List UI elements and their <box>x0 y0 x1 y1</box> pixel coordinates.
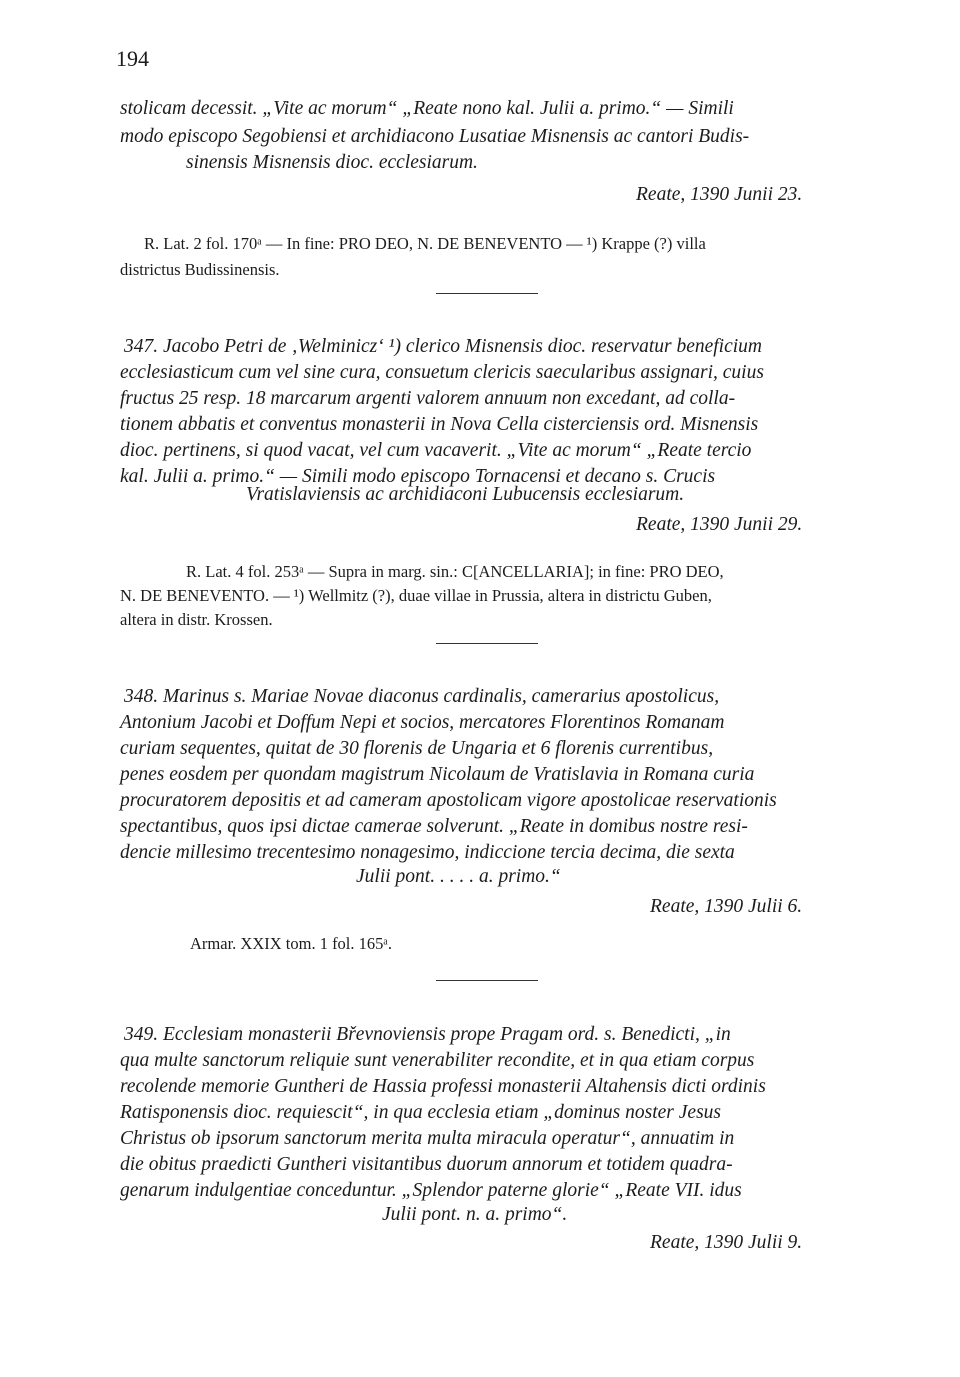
text-line: dioc. pertinens, si quod vacat, vel cum vacaverit. „Vite ac morum“ „Reate tercio <box>120 440 752 461</box>
text-line: recolende memorie Guntheri de Hassia professi monasterii Altahensis dicti ordinis <box>120 1076 766 1097</box>
text-line: modo episcopo Segobiensi et archidiacono Lusatiae Misnensis ac cantori Budis- <box>120 126 750 147</box>
text-line: Julii pont. n. a. primo“. <box>382 1204 568 1225</box>
footnote-line: R. Lat. 4 fol. 253ᵃ — Supra in marg. sin.: C[ANCELLARIA]; in fine: PRO DEO, <box>186 562 724 581</box>
text-line: dencie millesimo trecentesimo nonagesimo, indiccione tercia decima, die sexta <box>120 842 735 863</box>
text-line: ecclesiasticum cum vel sine cura, consuetum clericis saecularibus assignari, cuius <box>120 362 764 383</box>
footnote-line: Armar. XXIX tom. 1 fol. 165ᵃ. <box>190 934 393 953</box>
text-line: Antonium Jacobi et Doffum Nepi et socios, mercatores Florentinos Romanam <box>120 712 725 733</box>
text-line: stolicam decessit. „Vite ac morum“ „Reate nono kal. Julii a. primo.“ — Simili <box>120 98 734 119</box>
text-line: spectantibus, quos ipsi dictae camerae solverunt. „Reate in domibus nostre resi- <box>120 816 748 837</box>
text-line: qua multe sanctorum reliquie sunt venerabiliter recondite, et in qua etiam corpus <box>120 1050 755 1071</box>
text-line: Reate, 1390 Julii 6. <box>650 896 803 917</box>
footnote-line: R. Lat. 2 fol. 170ᵃ — In fine: PRO DEO, N. DE BENEVENTO — ¹) Krappe (?) villa <box>144 234 706 253</box>
text-line: die obitus praedicti Guntheri visitantibus duorum annorum et totidem quadra- <box>120 1154 733 1175</box>
text-line: Julii pont. . . . . a. primo.“ <box>356 866 561 887</box>
separator-rule <box>436 293 538 294</box>
text-line: fructus 25 resp. 18 marcarum argenti valorem annuum non excedant, ad colla- <box>120 388 736 409</box>
text-line: Reate, 1390 Julii 9. <box>650 1232 803 1253</box>
text-line: sinensis Misnensis dioc. ecclesiarum. <box>186 152 478 173</box>
text-line: Reate, 1390 Junii 23. <box>636 184 803 205</box>
separator-rule <box>436 643 538 644</box>
text-line: Christus ob ipsorum sanctorum merita multa miracula operatur“, annuatim in <box>120 1128 735 1149</box>
text-line: Vratislaviensis ac archidiaconi Lubucensis ecclesiarum. <box>246 484 685 505</box>
text-line: kal. Julii a. primo.“ — Simili modo episcopo Tornacensi et decano s. Crucis <box>120 466 716 487</box>
footnote-line: districtus Budissinensis. <box>120 260 280 279</box>
text-line: procuratorem depositis et ad cameram apostolicam vigore apostolicae reservationis <box>120 790 777 811</box>
text-line: 347. Jacobo Petri de ‚Welminicz‘ ¹) clerico Misnensis dioc. reservatur beneficium <box>124 336 762 357</box>
text-line: penes eosdem per quondam magistrum Nicolaum de Vratislavia in Romana curia <box>120 764 755 785</box>
footnote-line: N. DE BENEVENTO. — ¹) Wellmitz (?), duae villae in Prussia, altera in districtu Guben, <box>120 586 712 605</box>
text-line: Reate, 1390 Junii 29. <box>636 514 803 535</box>
text-line: Ratisponensis dioc. requiescit“, in qua ecclesia etiam „dominus noster Jesus <box>120 1102 722 1123</box>
text-line: 348. Marinus s. Mariae Novae diaconus cardinalis, camerarius apostolicus, <box>124 686 720 707</box>
text-line: 349. Ecclesiam monasterii Břevnoviensis prope Pragam ord. s. Benedicti, „in <box>124 1024 731 1045</box>
text-line: genarum indulgentiae conceduntur. „Splendor paterne glorie“ „Reate VII. idus <box>120 1180 742 1201</box>
text-line: tionem abbatis et conventus monasterii in Nova Cella cisterciensis ord. Misnensis <box>120 414 759 435</box>
page-number: 194 <box>116 46 149 71</box>
footnote-line: altera in distr. Krossen. <box>120 610 273 629</box>
text-line: curiam sequentes, quitat de 30 florenis de Ungaria et 6 florenis currentibus, <box>120 738 714 759</box>
separator-rule <box>436 980 538 981</box>
